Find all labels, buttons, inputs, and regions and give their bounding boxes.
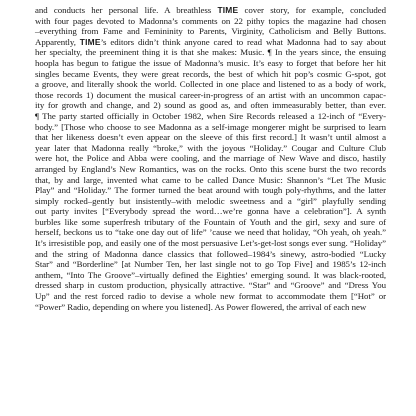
text-line [35,100,386,111]
text-segment: ity for growth and change, and 2) sound as good as, and often immeasurably better, than ever. [35,100,386,111]
text-segment: “Power” Radio, depending on where you listened]. As Power flowered, the arrival of each new [35,301,367,312]
text-segment: –everything from Fame and Femininity to Parents, Virginity, Catholicism and Belly Buttons. [35,26,386,37]
text-segment: simply rocked–gently but insistently–with melodic sweetness and a “girl” playfully sending [35,195,386,206]
text-segment: that, by and large, invented what came to be called Dance Music: Shannon’s “Let The Music [35,174,386,185]
text-segment: out party invites [“Everybody spread the word…we’re gonna have a celebration”]. A synth [35,206,386,217]
text-line [35,227,386,238]
text-line [35,175,386,186]
text-segment: a groove, and literally shook the world. Collected in one place and listened to as a body of work, [35,79,386,90]
liner-notes-text [35,5,386,312]
text-line [35,206,386,217]
text-line [35,58,386,69]
text-line [35,122,386,133]
text-line [35,302,386,313]
text-line [35,69,386,80]
text-segment: Star” and “Borderline” [at Number Ten, her last single not to go Top Five] and 1985’s 12-inch [35,259,386,270]
text-segment: ¶ The party started officially in October 1982, when Sire Records released a 12-inch of “Every- [35,110,386,121]
text-line [35,5,386,16]
text-segment: Play” and “Holiday.” The former turned the beat around with tough poly-rhythms, and the latter [35,185,386,196]
text-segment: Up” and the rest forced radio to devise a whole new format to accommodate them [“Hot” or [35,291,386,302]
text-line [35,16,386,27]
text-line [35,164,386,175]
magazine-name: TIME [79,36,101,47]
text-segment: hoopla has begun to fatigue the issue of Madonna’s music. It’s easy to forget that before her hit [35,57,386,68]
text-segment: ’s editors didn’t think anyone cared to read what Madonna had to say about [100,36,386,47]
text-line [35,143,386,154]
text-segment: singles became Events, they were great records, the best of which hit pop’s cosmic G-spot, got [35,68,386,79]
text-segment: that her likeness doesn’t even appear on the sleeve of this first record.] It wasn’t until almost a [35,132,386,143]
text-line [35,132,386,143]
text-segment: arranged by England’s New Romantics, was on the rocks. Onto this scene burst the two records [35,163,386,174]
text-line [35,26,386,37]
text-segment: and the string of Madonna dance classics that followed–1984’s sinewy, astro-bodied “Lucky [35,248,386,259]
text-line [35,259,386,270]
text-segment: those records 1) document the musical career-in-progress of an artist with an uncommon capac- [35,89,386,100]
text-segment: dressed sharp in custom production, physically attractive. “Star” and “Groove” and “Dress You [35,280,386,291]
text-line [35,90,386,101]
text-segment: herself, beckons us to “take one day out of life” ’cause we need that holiday, “Oh yeah, oh yeah.” [35,227,386,238]
text-line [35,238,386,249]
text-line [35,111,386,122]
text-line [35,47,386,58]
text-segment: her specialty, the preeminent thing it is that she makes: Music. ¶ In the years since, the ensuing [35,47,386,58]
text-line [35,196,386,207]
text-segment: Apparently, [35,36,80,47]
magazine-name: TIME [217,5,239,15]
text-segment: It’s irresistible pop, and easily one of the most persuasive Let’s-get-lost songs ever sung. “Holiday” [35,238,386,249]
text-line [35,185,386,196]
text-segment: anthem, “Into The Groove”–virtually defined the Eighties’ emerging sound. It was black-rooted, [35,269,386,280]
text-line [35,79,386,90]
text-line [35,291,386,302]
text-line [35,249,386,260]
text-segment: and conducts her personal life. A breathless [35,5,218,15]
text-segment: body.” [Those who choose to see Madonna as a self-image mongerer might be surprised to learn [35,121,386,132]
text-segment: year later that Madonna really “broke,” with the joyous “Holiday.” Cougar and Culture Club [35,142,386,153]
text-line [35,280,386,291]
text-line [35,37,386,48]
text-segment: burbles like some superfresh tributary of the Fountain of Youth and the girl, sexy and sure of [35,216,386,227]
text-line [35,217,386,228]
text-line [35,270,386,281]
text-line [35,153,386,164]
text-segment: cover story, for example, concluded [238,5,386,15]
text-segment: with four pages devoted to Madonna’s comments on 22 pithy topics the magazine had chosen [35,15,386,26]
text-segment: were hot, the Police and Abba were cooling, and the marriage of New Wave and disco, hastily [35,153,386,164]
